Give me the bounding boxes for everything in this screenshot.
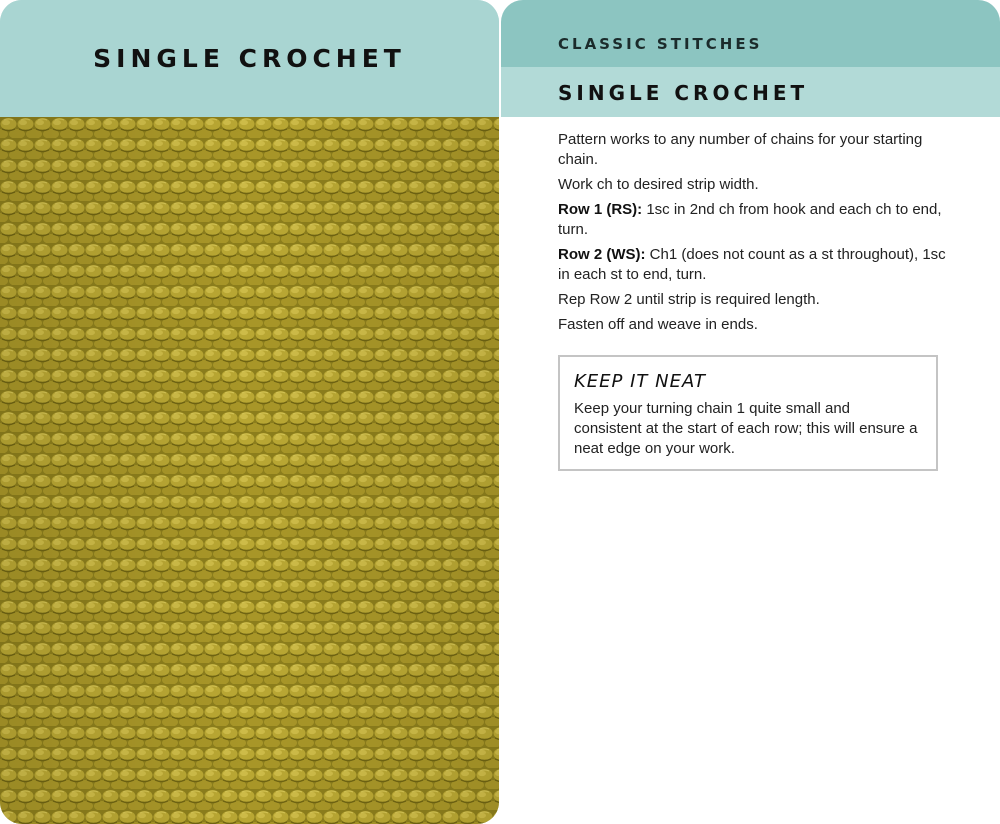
row-1-label: Row 1 (RS):: [558, 201, 643, 218]
instruction-line: Work ch to desired strip width.: [558, 176, 759, 193]
right-card: [501, 0, 1000, 824]
tip-box: [558, 355, 938, 471]
left-header-band: [0, 0, 499, 117]
instruction-line: Pattern works to any number of chains for your starting chain.: [558, 131, 923, 168]
left-card: [0, 0, 499, 824]
row-2-label: Row 2 (WS):: [558, 246, 646, 263]
instruction-line: Rep Row 2 until strip is required length.: [558, 291, 820, 308]
right-page-title: SINGLE CROCHET: [558, 81, 809, 105]
crochet-swatch-image: [0, 117, 499, 824]
section-header-band: [501, 0, 1000, 67]
tip-title: KEEP IT NEAT: [574, 371, 706, 392]
pattern-instructions: [558, 130, 958, 340]
instruction-row-2: [558, 245, 958, 285]
row-1-text: 1sc in 2nd ch from hook and each ch to end, turn.: [558, 201, 942, 238]
instruction-row-1: [558, 200, 958, 240]
section-label: CLASSIC STITCHES: [558, 35, 763, 53]
instruction-line: Fasten off and weave in ends.: [558, 316, 758, 333]
row-2-text: Ch1 (does not count as a st throughout), 1sc in each st to end, turn.: [558, 246, 946, 283]
tip-body: Keep your turning chain 1 quite small and consistent at the start of each row; this will ensure a neat edge on your work.: [574, 400, 918, 457]
left-page-title: SINGLE CROCHET: [93, 44, 406, 73]
